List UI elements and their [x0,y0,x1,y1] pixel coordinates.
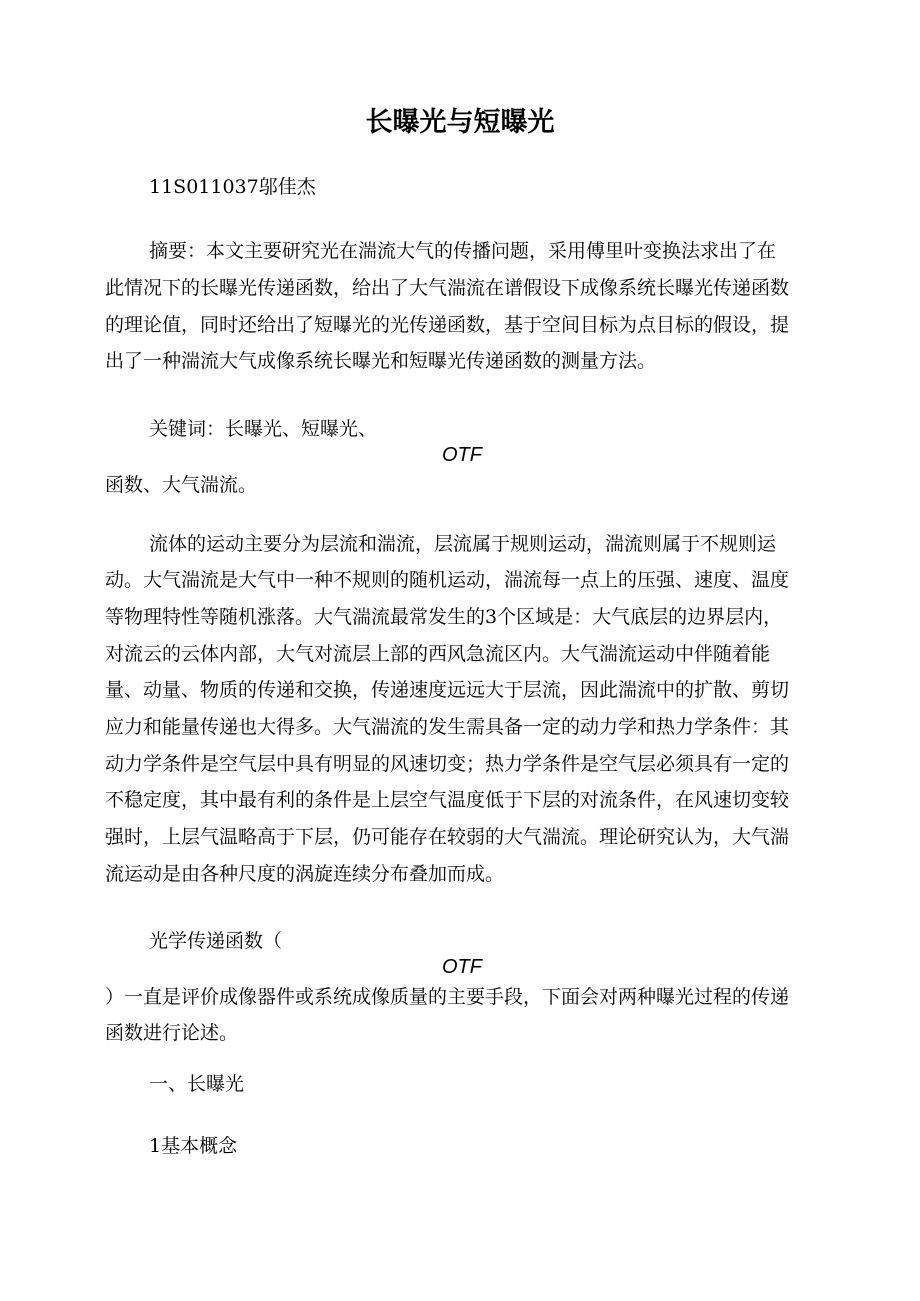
paragraph-line: 动。大气湍流是大气中一种不规则的随机运动，湍流每一点上的压强、速度、温度 [105,569,790,591]
abstract-line: 出了一种湍流大气成像系统长曝光和短曝光传递函数的测量方法。 [105,350,657,372]
paragraph-line: ）一直是评价成像器件或系统成像质量的主要手段，下面会对两种曝光过程的传递 [105,986,790,1008]
keywords-suffix: 函数、大气湍流。 [105,474,258,496]
document-title: 长曝光与短曝光 [365,107,555,138]
abstract-line: 的理论值，同时还给出了短曝光的光传递函数，基于空间目标为点目标的假设，提 [105,314,790,336]
subsection-heading: 1基本概念 [149,1135,238,1157]
section-heading: 一、长曝光 [149,1073,245,1095]
paragraph-line: 动力学条件是空气层中具有明显的风速切变；热力学条件是空气层必须具有一定的 [105,753,790,775]
otf-paragraph-prefix: 光学传递函数（ [149,930,283,952]
paragraph-line: 流运动是由各种尺度的涡旋连续分布叠加而成。 [105,863,505,885]
abstract-line: 摘要：本文主要研究光在湍流大气的传播问题，采用傅里叶变换法求出了在 [149,240,777,262]
keywords-otf: OTF [442,444,482,466]
otf-paragraph-otf: OTF [442,956,482,978]
paragraph-line: 流体的运动主要分为层流和湍流，层流属于规则运动，湍流则属于不规则运 [149,533,777,555]
keywords-prefix: 关键词：长曝光、短曝光、 [149,418,378,440]
paragraph-line: 对流云的云体内部，大气对流层上部的西风急流区内。大气湍流运动中伴随着能 [105,643,771,665]
paragraph-line: 强时，上层气温略高于下层，仍可能存在较弱的大气湍流。理论研究认为，大气湍 [105,826,790,848]
paragraph-line: 量、动量、物质的传递和交换，传递速度远远大于层流，因此湍流中的扩散、剪切 [105,679,790,701]
author-line: 11S011037邬佳杰 [149,176,316,198]
paragraph-line: 函数进行论述。 [105,1022,239,1044]
abstract-line: 此情况下的长曝光传递函数，给出了大气湍流在谱假设下成像系统长曝光传递函数 [105,277,790,299]
paragraph-line: 应力和能量传递也大得多。大气湍流的发生需具备一定的动力学和热力学条件：其 [105,716,790,738]
paragraph-line: 等物理特性等随机涨落。大气湍流最常发生的3个区域是：大气底层的边界层内， [105,606,783,628]
paragraph-line: 不稳定度，其中最有利的条件是上层空气温度低于下层的对流条件，在风速切变较 [105,789,790,811]
